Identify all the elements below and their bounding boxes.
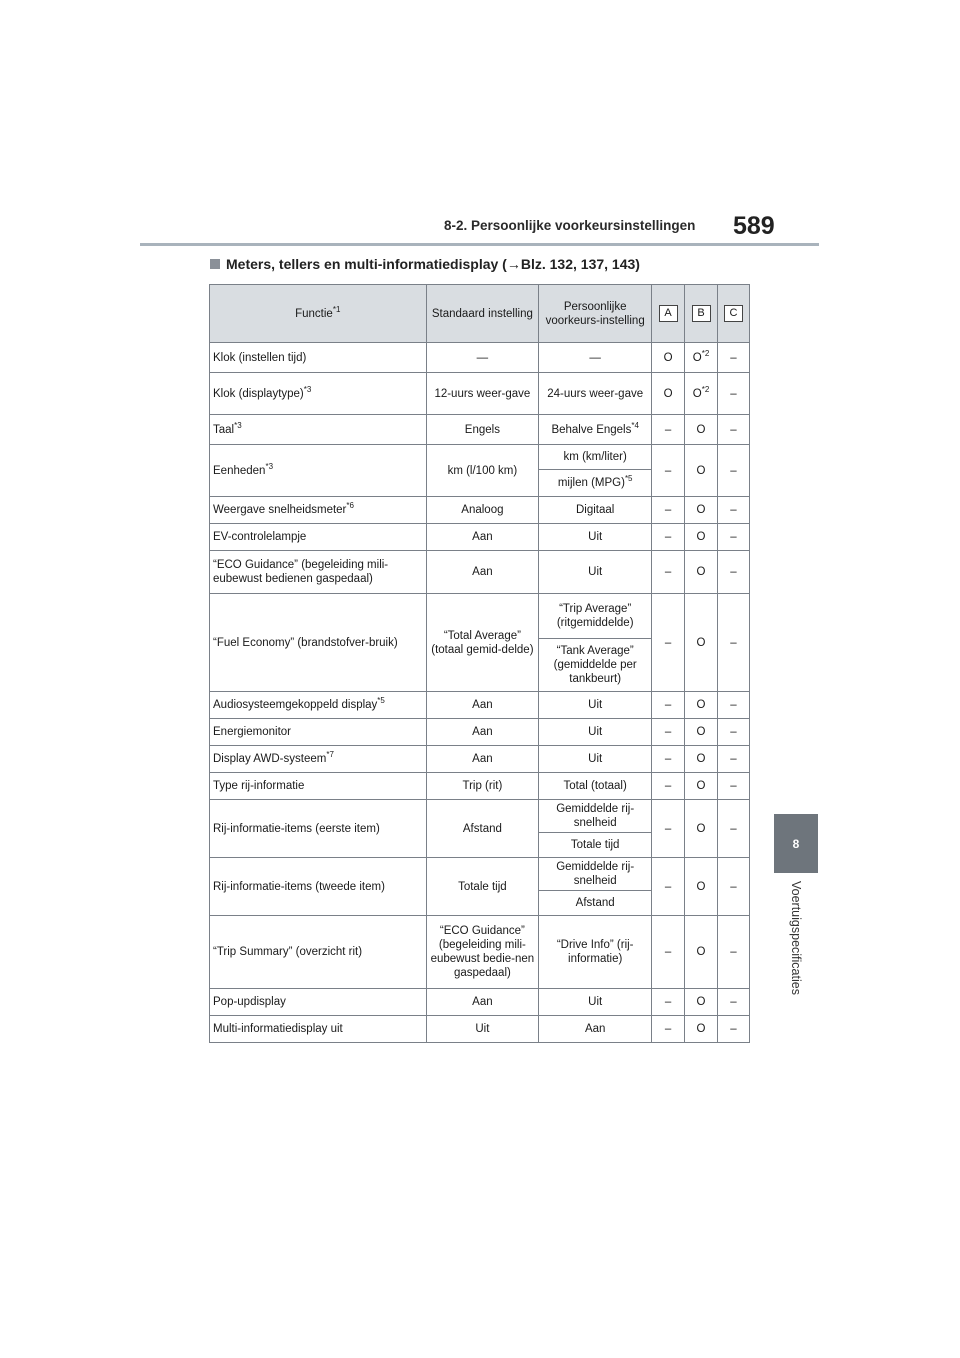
chapter-tab: 8 [774, 814, 818, 873]
table-row: Klok (displaytype)$^{*3}$ 12-uurs weer-gave 24-uurs weer-gave O $O^{*2}$ – [210, 373, 750, 415]
table-row: Rij-informatie-items (tweede item) Totale tijd Gemiddelde rij-snelheid – O – [210, 858, 750, 891]
table-row: “Tank Average” (gemiddelde per tankbeurt) [210, 639, 750, 692]
table-row: “Trip Summary” (overzicht rit) “ECO Guidance” (begeleiding mili-eubewust bedie-nen gaspedaal) “Drive Info” (rij-informatie) – O – [210, 916, 750, 989]
table-row: Audiosysteemgekoppeld display$^{*5}$ Aan Uit – O – [210, 692, 750, 719]
table-header-row [210, 285, 750, 343]
header-col-c: C [718, 285, 750, 343]
section-heading: Meters, tellers en multi-informatiedisplay (→Blz. 132, 137, 143) [210, 256, 640, 272]
table-row: Display AWD-systeem$^{*7}$ Aan Uit – O – [210, 746, 750, 773]
square-bullet-icon [210, 259, 220, 269]
header-function: Functie$^{*1}$ [210, 285, 427, 343]
header-col-a: A [652, 285, 685, 343]
header-col-b: B [685, 285, 718, 343]
chapter-side-label: Voertuigspecificaties [789, 881, 803, 995]
header-personal: Persoonlijke voorkeurs-instelling [539, 285, 652, 343]
section-title: 8-2. Persoonlijke voorkeursinstellingen [444, 218, 696, 233]
table-row: “Fuel Economy” (brandstofver-bruik) “Total Average” (totaal gemid-delde) “Trip Average” (ritgemiddelde) – O – [210, 594, 750, 639]
table-row: Rij-informatie-items (eerste item) Afstand Gemiddelde rij-snelheid – O – [210, 800, 750, 833]
table-row: Klok (instellen tijd) — — O $O^{*2}$ – [210, 343, 750, 373]
table-row: Afstand [210, 891, 750, 916]
table-row: Type rij-informatie Trip (rit) Total (totaal) – O – [210, 773, 750, 800]
table-row: Totale tijd [210, 833, 750, 858]
arrow-icon: → [506, 256, 521, 272]
header-rule [140, 243, 819, 246]
table-row: “ECO Guidance” (begeleiding mili-eubewust bedienen gaspedaal) Aan Uit – O – [210, 551, 750, 594]
table-row: Energiemonitor Aan Uit – O – [210, 719, 750, 746]
table-row: Multi-informatiedisplay uit Uit Aan – O – [210, 1016, 750, 1043]
table-row: Weergave snelheidsmeter$^{*6}$ Analoog Digitaal – O – [210, 497, 750, 524]
table-row: Taal$^{*3}$ Engels Behalve Engels$^{*4}$ – O – [210, 415, 750, 445]
page-number: 589 [733, 212, 775, 240]
table-row: Eenheden$^{*3}$ km (l/100 km) km (km/liter) – O – [210, 445, 750, 470]
table-row: Pop-updisplay Aan Uit – O – [210, 989, 750, 1016]
table-row: mijlen (MPG)$^{*5}$ [210, 470, 750, 497]
settings-table [209, 284, 750, 1043]
table-row: EV-controlelampje Aan Uit – O – [210, 524, 750, 551]
header-default: Standaard instelling [426, 285, 539, 343]
